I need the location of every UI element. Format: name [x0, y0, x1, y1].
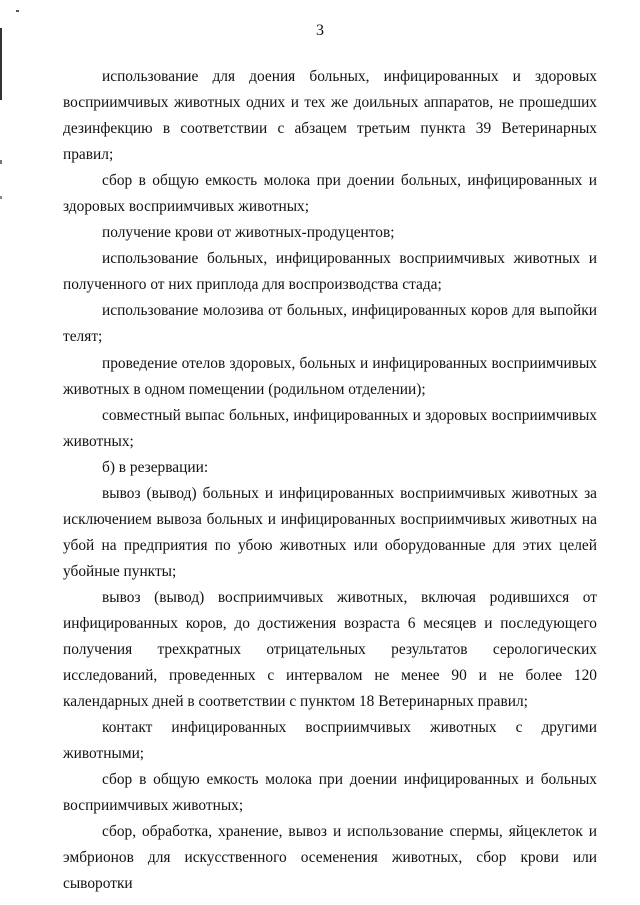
page-number: 3	[316, 22, 324, 39]
paragraph: использование для доения больных, инфицированных и здоровых восприимчивых животных одних и тех же доильных аппаратов, не прошедших дезинфекцию в соответствии с абзацем третьим пункта 39 Ветеринарных правил;	[63, 68, 597, 164]
scan-speck	[16, 10, 19, 12]
scan-edge-mark	[0, 160, 2, 164]
paragraph: сбор, обработка, хранение, вывоз и использование спермы, яйцеклеток и эмбрионов для искусственного осеменения животных, сбор крови или сыворотки	[63, 823, 597, 893]
body-text	[63, 64, 597, 898]
paragraph: вывоз (вывод) больных и инфицированных восприимчивых животных за исключением вывоза больных и инфицированных восприимчивых животных на убой на предприятия по убою животных или оборудованные для этих целей убойные пункты;	[63, 484, 597, 580]
section-heading: б) в резервации:	[102, 458, 209, 476]
paragraph: сбор в общую емкость молока при доении инфицированных и больных восприимчивых животных;	[63, 771, 597, 815]
scan-edge-mark	[0, 196, 2, 199]
paragraph: получение крови от животных-продуцентов;	[102, 224, 395, 242]
paragraph: контакт инфицированных восприимчивых животных с другими животными;	[63, 719, 597, 763]
paragraph: сбор в общую емкость молока при доении больных, инфицированных и здоровых восприимчивых животных;	[63, 172, 597, 216]
paragraph: проведение отелов здоровых, больных и инфицированных восприимчивых животных в одном помещении (родильном отделении);	[63, 354, 597, 398]
paragraph: вывоз (вывод) восприимчивых животных, включая родившихся от инфицированных коров, до достижения возраста 6 месяцев и последующего получения трехкратных отрицательных результатов серологических исследований, проведенных с интервалом не менее 90 и не более 120 календарных дней в соответствии с пунктом 18 Ветеринарных правил;	[63, 588, 597, 711]
paragraph: использование больных, инфицированных восприимчивых животных и полученного от них приплода для воспроизводства стада;	[63, 250, 597, 294]
paragraph: совместный выпас больных, инфицированных и здоровых восприимчивых животных;	[63, 406, 597, 450]
paragraph: использование молозива от больных, инфицированных коров для выпойки телят;	[63, 302, 597, 346]
